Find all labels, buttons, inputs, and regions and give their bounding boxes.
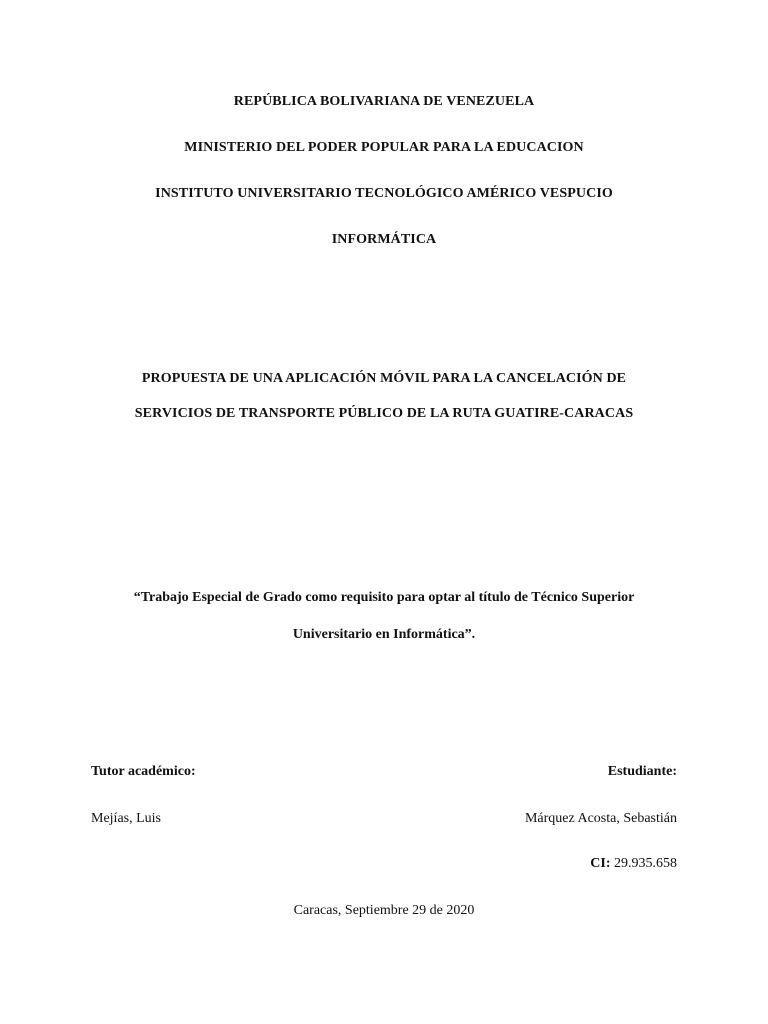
student-ci xyxy=(590,855,677,873)
ci-value: 29.935.658 xyxy=(614,856,677,871)
tutor-name: Mejías, Luis xyxy=(91,811,161,826)
republic-heading: REPÚBLICA BOLIVARIANA DE VENEZUELA xyxy=(233,94,535,109)
place-date: Caracas, Septiembre 29 de 2020 xyxy=(293,903,475,918)
purpose-line-2: Universitario en Informática”. xyxy=(292,627,476,642)
title-line-1: PROPUESTA DE UNA APLICACIÓN MÓVIL PARA LA CANCELACIÓN DE xyxy=(141,371,627,386)
institute-heading: INSTITUTO UNIVERSITARIO TECNOLÓGICO AMÉRICO VESPUCIO xyxy=(155,186,613,201)
ministry-heading: MINISTERIO DEL PODER POPULAR PARA LA EDUCACION xyxy=(184,140,584,155)
student-label: Estudiante: xyxy=(607,764,677,779)
tutor-label: Tutor académico: xyxy=(91,764,196,779)
ci-label: CI: xyxy=(590,856,611,871)
student-name: Márquez Acosta, Sebastián xyxy=(524,811,677,826)
purpose-line-1: “Trabajo Especial de Grado como requisito para optar al título de Técnico Superior xyxy=(133,590,635,605)
department-heading: INFORMÁTICA xyxy=(331,232,437,247)
title-line-2: SERVICIOS DE TRANSPORTE PÚBLICO DE LA RUTA GUATIRE-CARACAS xyxy=(134,406,634,421)
